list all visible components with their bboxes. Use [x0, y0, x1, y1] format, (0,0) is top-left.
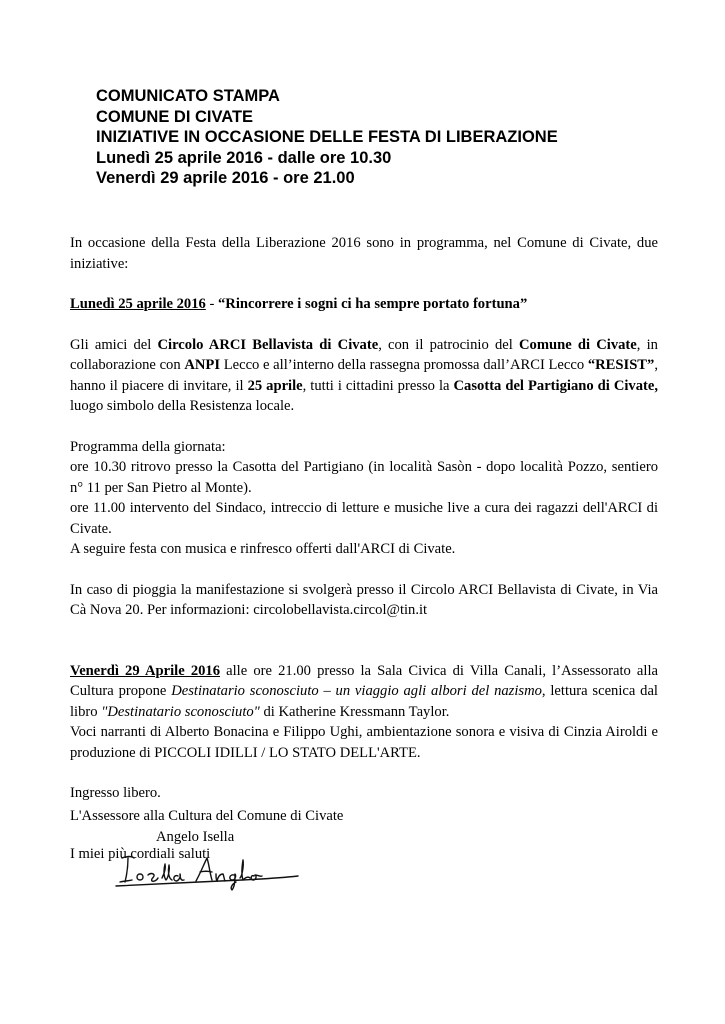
signatory-role: L'Assessore alla Cultura del Comune di Civate	[70, 808, 344, 824]
header-municipality: COMUNE DI CIVATE	[96, 107, 254, 126]
program-item-3: A seguire festa con musica e rinfresco offerti dall'ARCI di Civate.	[70, 541, 456, 557]
event2-description: Venerdì 29 Aprile 2016 alle ore 21.00 presso la Sala Civica di Villa Canali, l’Assessorato alla Cultura propone Destinatario sconosciuto – un viaggio agli albori del nazismo, lettura scenica dal libro "Destinatario sconosciuto" di Katherine Kressmann Taylor.	[70, 662, 658, 720]
document-body	[70, 233, 658, 864]
signatory-name: Angelo Isella	[156, 828, 235, 845]
event1-description: Gli amici del Circolo ARCI Bellavista di Civate, con il patrocinio del Comune di Civate, in collaborazione con ANPI Lecco e all’interno della rassegna promossa dall’ARCI Lecco “RESIST”, hanno il piacere di invitare, il 25 aprile, tutti i cittadini presso la Casotta del Partigiano di Civate, luogo simbolo della Resistenza locale.	[70, 336, 658, 414]
header-date-2: Venerdì 29 aprile 2016 - ore 21.00	[96, 169, 355, 187]
header-date-1: Lunedì 25 aprile 2016 - dalle ore 10.30	[96, 148, 392, 167]
rain-notice: In caso di pioggia la manifestazione si svolgerà presso il Circolo ARCI Bellavista di Civate, in Via Cà Nova 20. Per informazioni: circolobellavista.circol@tin.it	[70, 581, 658, 618]
event1-date: Lunedì 25 aprile 2016	[70, 296, 206, 312]
header-title: COMUNICATO STAMPA	[96, 87, 280, 105]
closing-greeting: I miei più cordiali saluti	[70, 845, 211, 862]
program-title: Programma della giornata:	[70, 438, 226, 455]
press-release-header	[96, 86, 558, 189]
event2-voices: Voci narranti di Alberto Bonacina e Filippo Ughi, ambientazione sonora e visiva di Cinzia Airoldi e produzione di PICCOLI IDILLI / LO STATO DELL'ARTE.	[70, 724, 658, 761]
program-item-1: ore 10.30 ritrovo presso la Casotta del Partigiano (in località Sasòn - dopo località Pozzo, sentiero n° 11 per San Pietro al Monte).	[70, 459, 658, 496]
program-item-2: ore 11.00 intervento del Sindaco, intreccio di letture e musiche live a cura dei ragazzi dell'ARCI di Civate.	[70, 500, 658, 537]
intro-paragraph: In occasione della Festa della Liberazione 2016 sono in programma, nel Comune di Civate, due iniziative:	[70, 235, 658, 272]
event2-date: Venerdì 29 Aprile 2016	[70, 662, 221, 679]
signature-block	[70, 806, 343, 847]
header-subject: INIZIATIVE IN OCCASIONE DELLE FESTA DI LIBERAZIONE	[96, 128, 558, 146]
handwritten-signature	[112, 844, 302, 894]
event1-title: “Rincorrere i sogni ci ha sempre portato fortuna”	[218, 296, 528, 312]
entry-note: Ingresso libero.	[70, 785, 161, 801]
event1-heading: Lunedì 25 aprile 2016 - “Rincorrere i sogni ci ha sempre portato fortuna”	[70, 296, 528, 312]
